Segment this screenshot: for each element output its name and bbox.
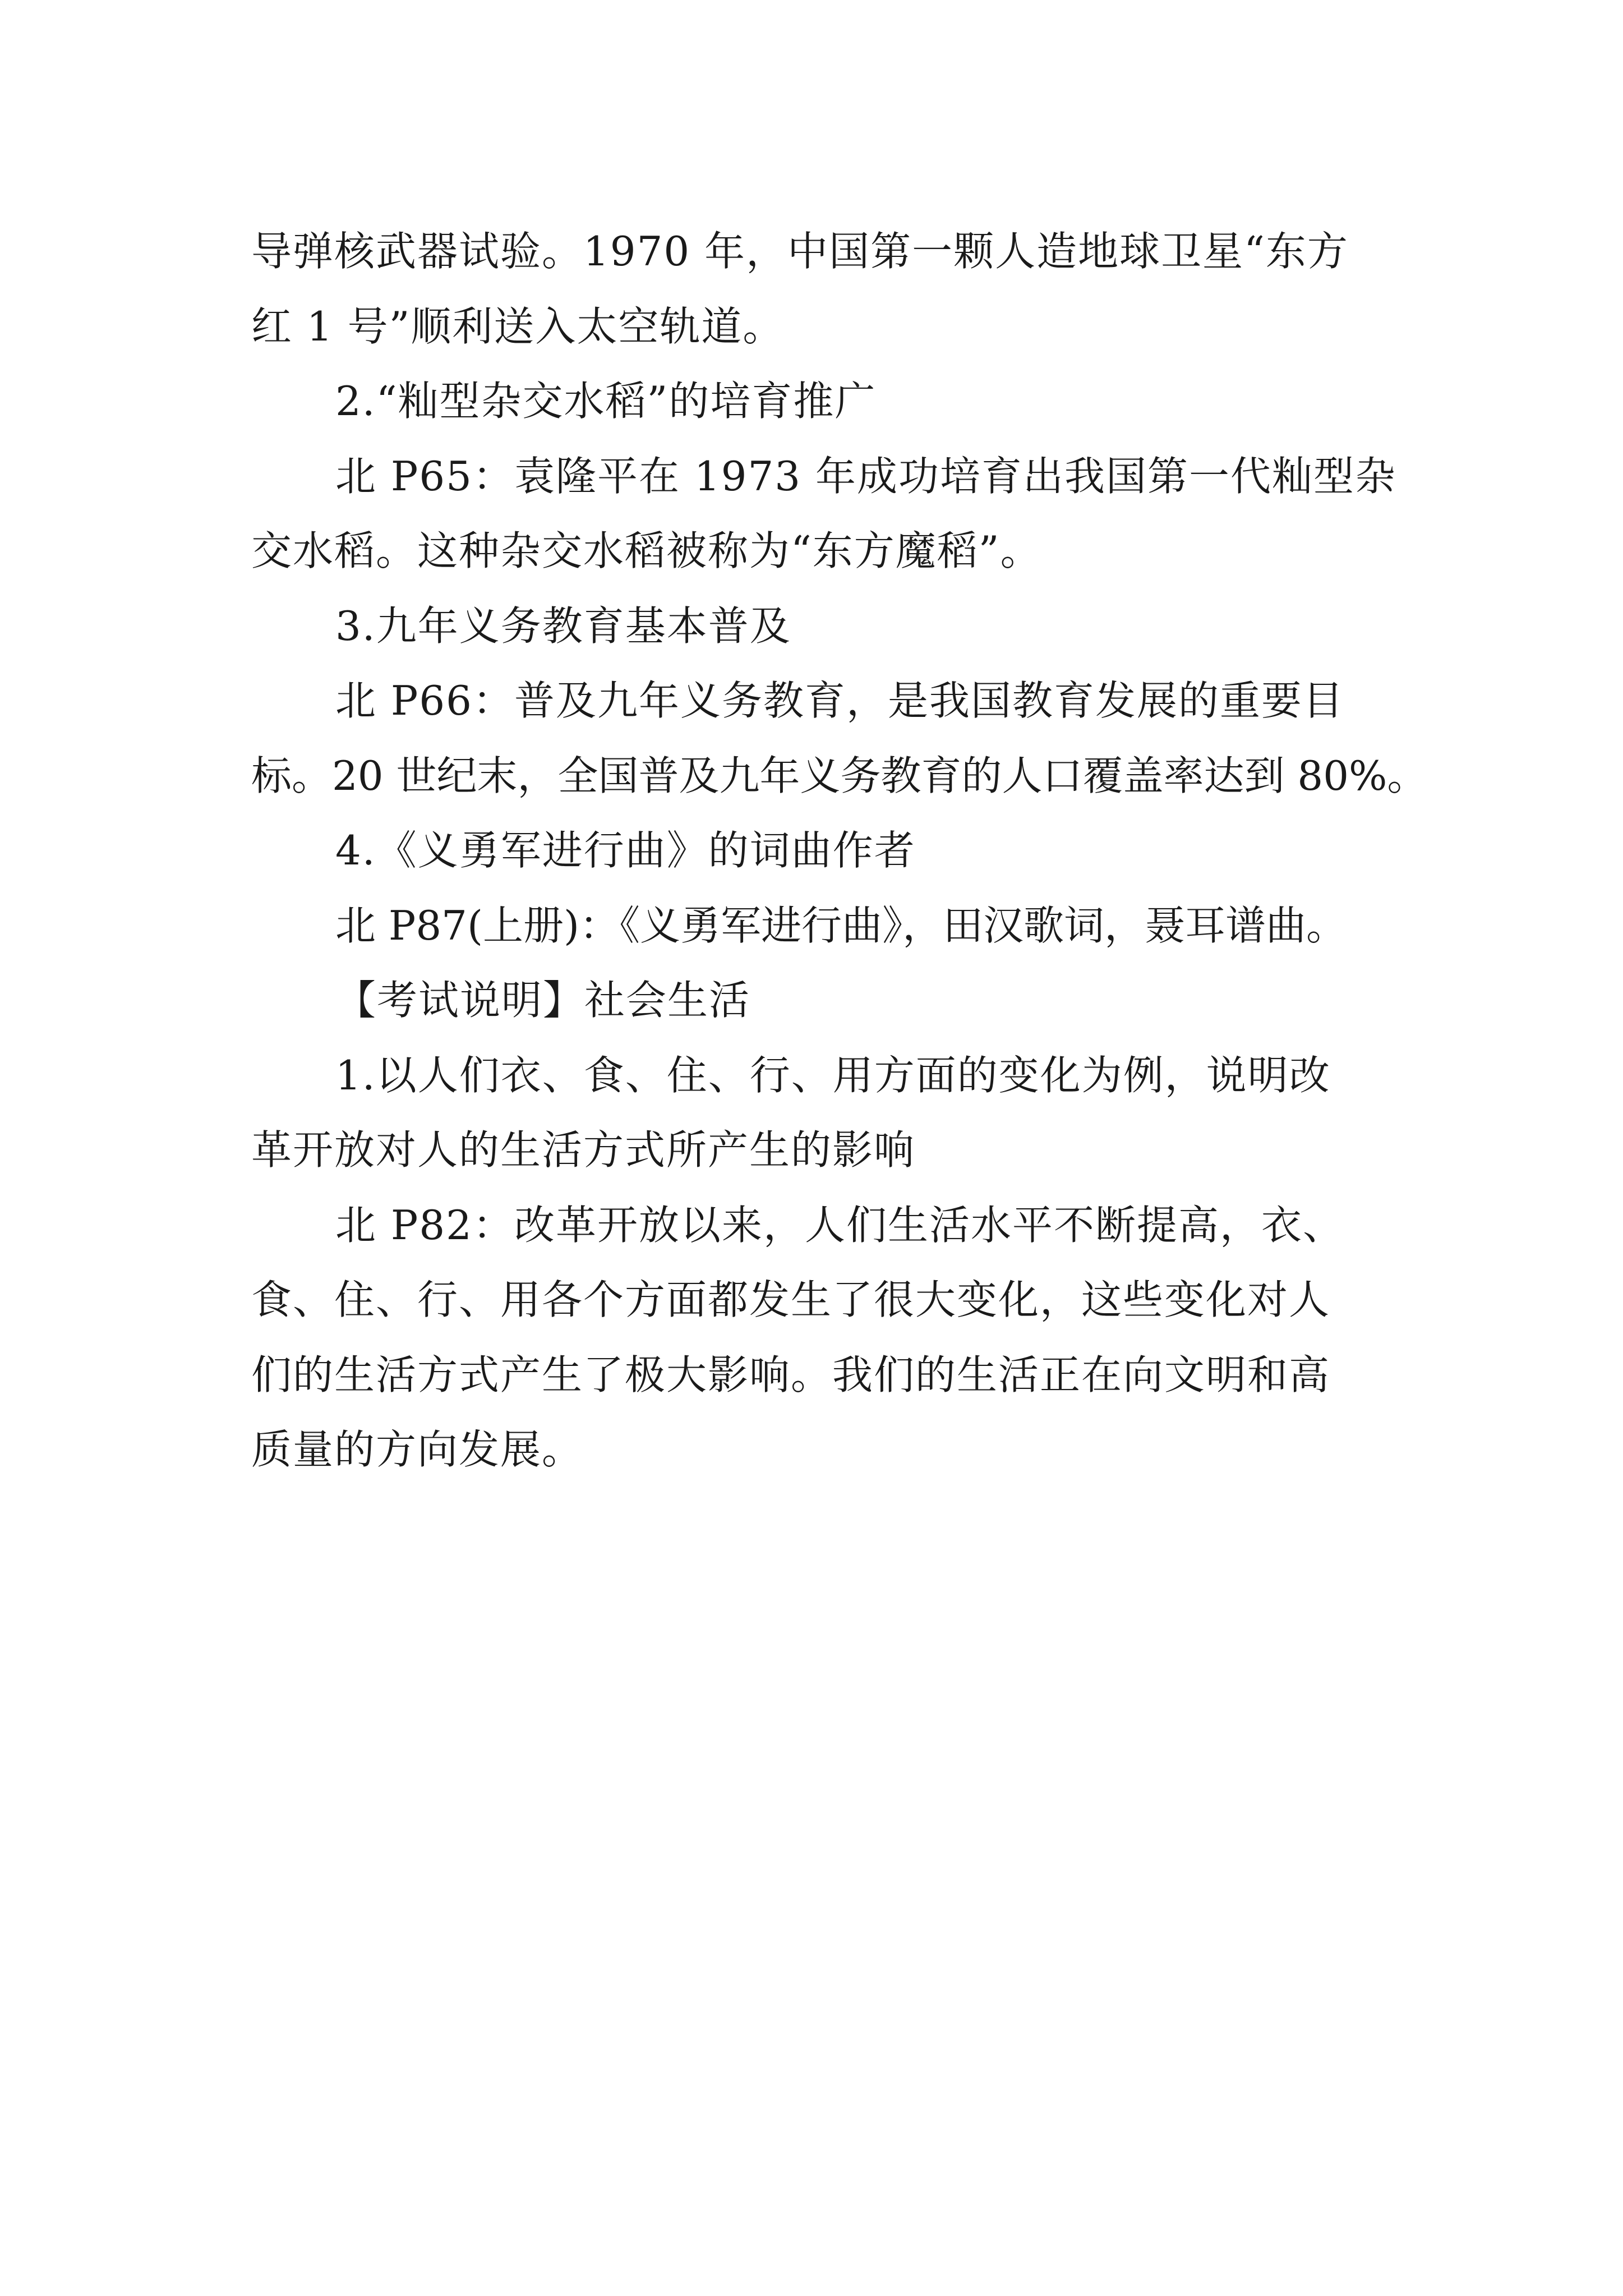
- section-heading: 4.《义勇军进行曲》的词曲作者: [335, 827, 916, 874]
- text-line: 北 P66：普及九年义务教育，是我国教育发展的重要目: [335, 677, 1344, 724]
- text-line: 1.以人们衣、食、住、行、用方面的变化为例，说明改: [335, 1051, 1331, 1099]
- text-line: 食、住、行、用各个方面都发生了很大变化，这些变化对人: [251, 1276, 1331, 1323]
- text-line: 标。20 世纪末，全国普及九年义务教育的人口覆盖率达到 80%。: [251, 752, 1428, 799]
- text-line: 北 P65：袁隆平在 1973 年成功培育出我国第一代籼型杂: [335, 452, 1396, 500]
- text-line: 交水稻。这种杂交水稻被称为“东方魔稻”。: [251, 527, 1042, 574]
- text-line: 们的生活方式产生了极大影响。我们的生活正在向文明和高: [251, 1351, 1331, 1398]
- text-line: 北 P87(上册)：《义勇军进行曲》，田汉歌词，聂耳谱曲。: [335, 901, 1347, 949]
- section-heading: 【考试说明】社会生活: [335, 977, 751, 1024]
- text-line: 质量的方向发展。: [251, 1426, 584, 1473]
- text-line: 北 P82：改革开放以来，人们生活水平不断提高，衣、: [335, 1201, 1344, 1249]
- section-heading: 2.“籼型杂交水稻”的培育推广: [335, 378, 877, 425]
- document-body: [251, 214, 1428, 1488]
- text-line: 导弹核武器试验。1970 年，中国第一颗人造地球卫星“东方: [251, 228, 1349, 275]
- text-line: 革开放对人的生活方式所产生的影响: [251, 1126, 916, 1174]
- text-line: 红 1 号”顺利送入太空轨道。: [251, 302, 785, 350]
- section-heading: 3.九年义务教育基本普及: [335, 602, 791, 650]
